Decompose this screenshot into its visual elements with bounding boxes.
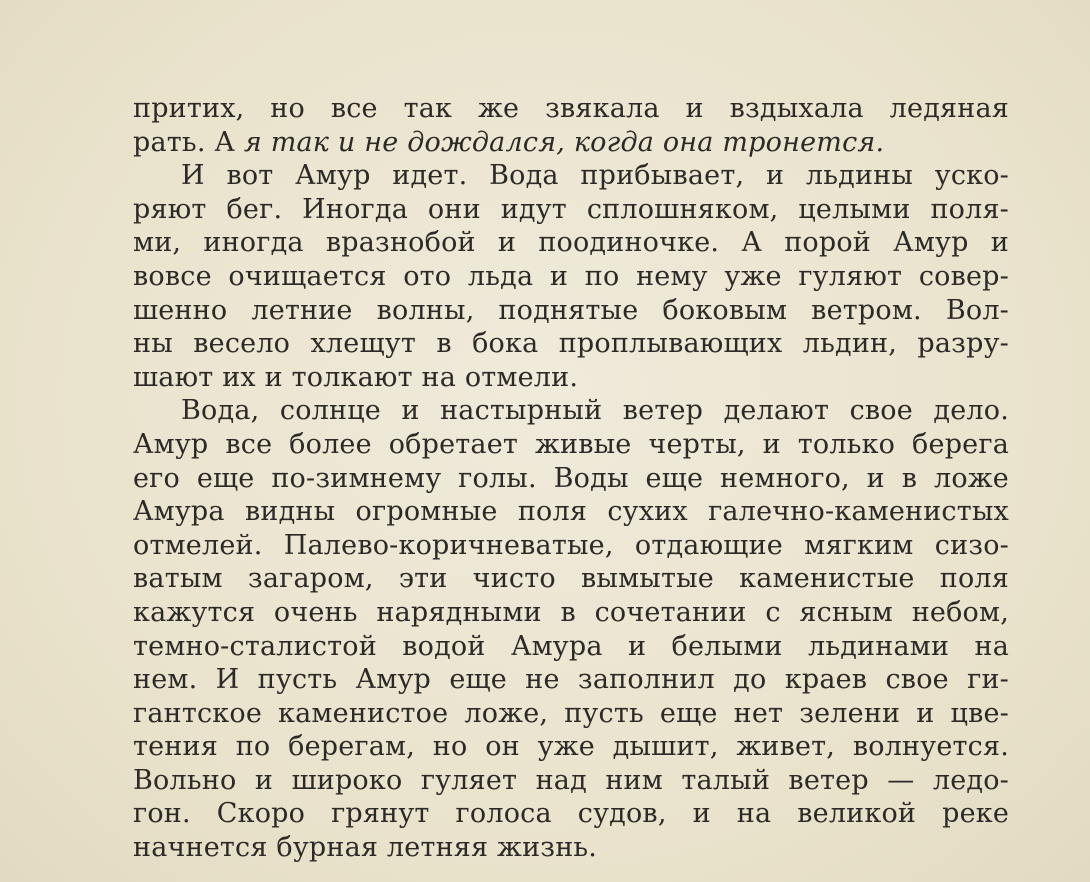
text-line xyxy=(133,193,1009,227)
text-segment: Вода, солнце и настырный ветер делают свое дело. xyxy=(181,395,1009,427)
text-segment: его еще по-зимнему голы. Воды еще немного, и в ложе xyxy=(133,462,1009,494)
text-line xyxy=(133,596,1009,630)
paragraph xyxy=(133,394,1009,864)
text-line xyxy=(133,428,1009,462)
text-line xyxy=(133,294,1009,328)
text-line xyxy=(133,495,1009,529)
text-segment: гон. Скоро грянут голоса судов, и на великой реке xyxy=(133,798,1009,830)
text-line xyxy=(133,260,1009,294)
text-segment: ватым загаром, эти чисто вымытые каменистые поля xyxy=(133,563,1009,595)
text-line xyxy=(133,697,1009,731)
text-line xyxy=(133,126,1009,160)
text-line xyxy=(133,663,1009,697)
text-line xyxy=(133,394,1009,428)
text-segment: вовсе очищается ото льда и по нему уже гуляют совер- xyxy=(133,260,1009,292)
text-segment: рать. А xyxy=(133,126,244,158)
text-line xyxy=(133,327,1009,361)
text-segment: Амура видны огромные поля сухих галечно-каменистых xyxy=(133,496,1009,528)
text-segment: ны весело хлещут в бока проплывающих льдин, разру- xyxy=(133,328,1009,360)
text-segment: кажутся очень нарядными в сочетании с ясным небом, xyxy=(133,596,1009,628)
text-segment: тения по берегам, но он уже дышит, живет, волнуется. xyxy=(133,731,1009,763)
text-segment: притих, но все так же звякала и вздыхала ледяная xyxy=(133,93,1009,124)
text-line xyxy=(133,92,1009,126)
text-segment: гантское каменистое ложе, пусть еще нет зелени и цве- xyxy=(133,697,1009,729)
text-segment: ряют бег. Иногда они идут сплошняком, целыми поля- xyxy=(133,193,1009,225)
text-segment: И вот Амур идет. Вода прибывает, и льдины уско- xyxy=(181,160,1009,192)
paragraph xyxy=(133,159,1009,394)
text-segment: отмелей. Палево-коричневатые, отдающие мягким сизо- xyxy=(133,529,1009,561)
text-segment: Вольно и широко гуляет над ним талый ветер — ледо- xyxy=(133,764,1009,796)
text-line xyxy=(133,630,1009,664)
text-line xyxy=(133,462,1009,496)
text-line xyxy=(133,361,1009,395)
text-line xyxy=(133,764,1009,798)
text-line xyxy=(133,562,1009,596)
text-line xyxy=(133,730,1009,764)
text-segment: шенно летние волны, поднятые боковым ветром. Вол- xyxy=(133,294,1009,326)
text-line xyxy=(133,797,1009,831)
text-segment: Амур все более обретает живые черты, и только берега xyxy=(133,428,1009,460)
text-line xyxy=(133,831,1009,865)
text-segment: начнется бурная летняя жизнь. xyxy=(133,832,598,864)
page-text xyxy=(133,92,1009,865)
text-line xyxy=(133,159,1009,193)
text-segment: ми, иногда вразнобой и поодиночке. А порой Амур и xyxy=(133,227,1009,259)
text-segment: темно-сталистой водой Амура и белыми льдинами на xyxy=(133,630,1009,662)
italic-text: я так и не дождался, когда она тронется. xyxy=(243,126,885,158)
text-segment: нем. И пусть Амур еще не заполнил до краев свое ги- xyxy=(133,664,1009,696)
text-line xyxy=(133,529,1009,563)
text-line xyxy=(133,226,1009,260)
paragraph xyxy=(133,92,1009,159)
text-segment: шают их и толкают на отмели. xyxy=(133,361,579,393)
